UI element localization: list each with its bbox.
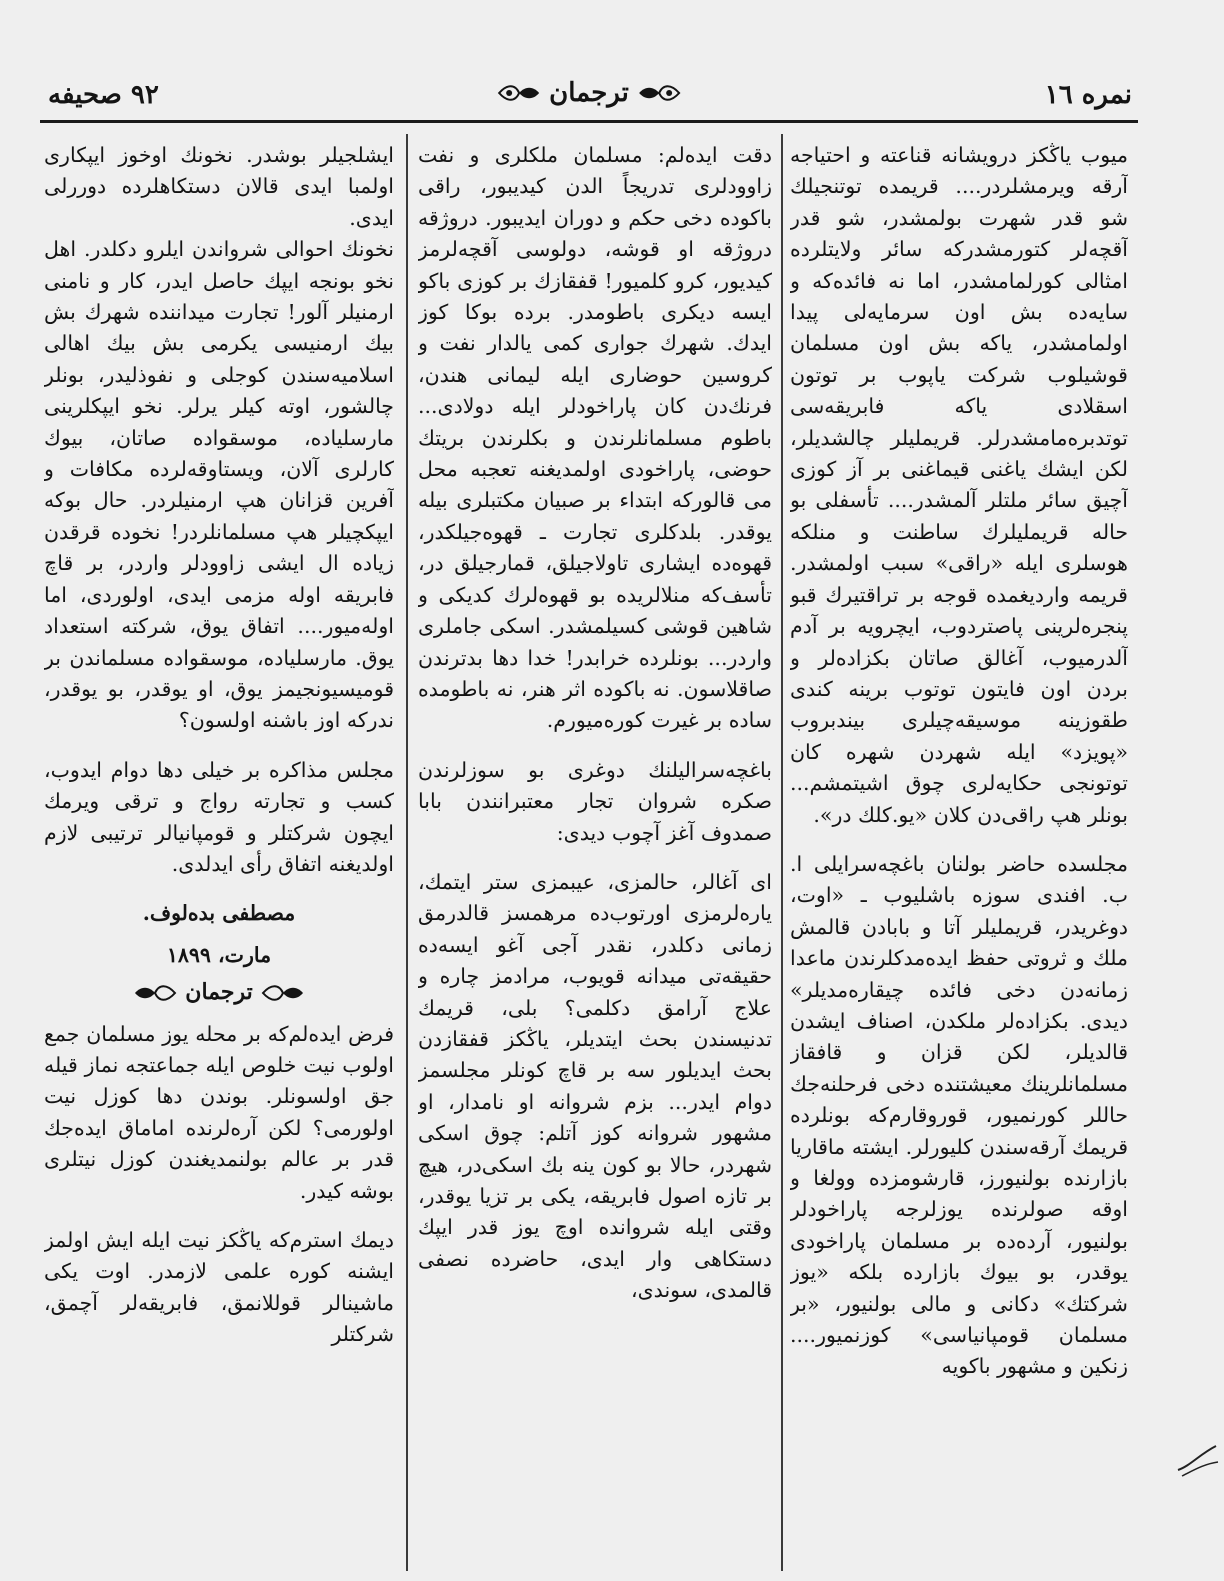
section-title: ترجمان (185, 979, 253, 1006)
masthead (497, 78, 681, 108)
author-signature: مصطفى بده‌لوف. (142, 901, 296, 926)
paragraph: مجلس مذاكره بر خيلى دها دوام ايدوب، كسب و تجارته رواج و ترقى ويرمك ايچون شركتلر و قومپانيالر ترتيبى لازم اولديغنه اتفاق رأى ايدلدى. (44, 757, 394, 876)
paragraph: دقت ايده‌لم: مسلمان ملكلرى و نفت زاوودلرى تدريجاً الدن كيديبور، راقى باكوده دخى حكم و دوران ايديبور. دروژقه دروژقه او قوشه، دولوسى آقچه‌لرمز كيديور، كرو كلميور! قفقازك بر كوزى باكو ايسه ديكرى باطومدر. برده بوكا كوز ايدك. شهرك جوارى كمى يالدار نفت و كروسين حوضارى ايله ليمانى هندن، فرنك‌دن كان پاراخودلر ايله دولادى... باطوم مسلمانلرندن و بكلرندن بريتك حوضى، پاراخودى اولمديغنه تعجبه محل مى قالوركه ابتداء بر صبيان مكتبلرى بيله يوقدر. بلدكلرى تجارت ـ قهوه‌جيلكدر، قهوه‌ده ايشارى تاولاجيلق، قمارجيلق در، تأسف‌كه منلالريده بو قهوه‌لرك كديكى و شاهين قوشى كسيلمشدر. اسكى جاملرى واردر... بونلرده خرابدر! خدا دها بدترندن صاقلاسون. نه باكوده اثر هنر، نه باطومده ساده بر غيرت كوره‌ميورم. (418, 143, 772, 733)
paragraph: فرض ايده‌لم‌كه بر محله يوز مسلمان جمع اولوب نيت خلوص ايله جماعتجه نماز قيله جق اولسونلر. بوندن دها كوزل نيت اولورمى؟ لكن آره‌لرنده اماماق ايده‌جك قدر بر عالم بولنمديغندن كوزل نيتلرى بوشه كيدر. (44, 1021, 394, 1203)
date-line: مارت، ١٨٩٩ (166, 942, 272, 967)
column-right (790, 140, 1128, 1563)
column-divider (781, 134, 783, 1571)
margin-mark-icon (1176, 1440, 1220, 1480)
ornament-icon (637, 82, 681, 104)
ornament-icon (497, 82, 541, 104)
column-left (44, 140, 394, 1563)
column-divider (406, 134, 408, 1571)
paragraph: ديمك استرم‌كه ياڭكز نيت ايله ايش اولمز ايشنه كوره علمى لازمدر. اوت يكى ماشينالر قوللانمق، فابريقه‌لر آچمق، شركتلر (44, 1228, 394, 1347)
paragraph: ايشلجيلر بوشدر. نخونك اوخوز ايپكارى اولمبا ايدى قالان دستكاهلرده دوررلى ايدى. (44, 143, 394, 230)
paragraph: اى آغالر، حالمزى، عيبمزى ستر ايتمك، ياره‌لرمزى اورتوب‌ده مرهمسز قالدرمق زمانى دكلدر، نقدر آجى آغو ايسه‌ده حقيقه‌تى ميدانه قويوب، مرادمز چاره و علاج آرامق دكلمى؟ بلى، قريمك تدنيسندن بحث ايتديلر، ياڭكز قفقازدن بحث ايديلور سه بر قاچ كونلر مجلسمز دوام ايدر... بزم شروانه او نامدار، او مشهور شروانه كوز آتلم: چوق اسكى شهردر، حالا بو كون ينه بك اسكى‌در، هيچ بر تازه اصول فابريقه، يكى بر تزيا يوقدر، وقتى ايله شروانده اوچ يوز قدر ايپك دستكاهى وار ايدى، حاضرده نصفى قالمدى، سوندى، (418, 869, 772, 1303)
ornament-icon (133, 982, 177, 1004)
paragraph: باغچه‌سراليلنك دوغرى بو سوزلرندن صكره شروان تجار معتبرانندن بابا صمدوف آغز آچوب ديدى: (418, 757, 772, 845)
paragraph: ميوب ياڭكز درويشانه قناعته و احتياجه آرقه ويرمشلردر.... قريمده توتنجيلك شو قدر شهرت بولمشدر، شو قدر آقچه‌لر كتورمشدركه سائر ولايتلرده امثالى كورلمامشدر، اما نه فائده‌كه و سايه‌ده بش اون سرمايه‌لى پيدا اولمامشدر، ياكه بش اون مسلمان قوشيلوب شركت ياپوب بر توتون اسقلادى ياكه فابريقه‌سى توتدبره‌مامشدرلر. قريمليلر چالشديلر، لكن ايشك ياغنى قيماغنى بر آز كوزى آچيق سائر ملتلر آلمشدر.... تأسفلى بو حاله قريمليلرك ساطنت و منلكه هوسلرى ايله «راقى» سبب اولمشدر. قريمه واردیغمده قوجه بر تراقتيرك قبو پنجره‌لرينى پاصتردوب، ايچرويه بر آدم آلدرميوب، آغالق صاتان بكزاده‌لر و بردن اون فايتون توتوب برينه كندى طقوزينه موسيقه‌چيلرى بيندبروب «پويزد» ايله شهردن شهره كان توتونجى حكايه‌لرى چوق اشيتمشم... بونلر هپ راقى‌دن كلان «يو.كلك در». (790, 143, 1128, 827)
header-rule (40, 120, 1138, 123)
paragraph: مجلسده حاضر بولنان باغچه‌سرايلى ا. ب. افندى سوزه باشليوب ـ «اوت، دوغريدر، قريمليلر آتا و بابادن قالمش ملك و ثروتى حفظ ايده‌مدكلرندن ماعدا زمانه‌دن دخى فائده چيقاره‌مديلر» ديدى. بكزاده‌لر ملكدن، اصناف ايشدن قالديلر، لكن قزان و قافقاز مسلمانلرينك معيشتنده دخى فرحلنه‌جك حاللر كورنميور، قوروقارم‌كه بونلرده قريمك آرقه‌سندن كليورلر. ايشته ماقاريا بازارنده بولنيورز، قارشومزده وولغا و اوقه صولرنده يوزلرجه پاراخودلر بولنيور، آرده‌ده بر مسلمان پاراخودى يوقدر، بو بيوك بازارده بلكه «يوز شركتك» دكانى و مالى بولنيور، «بر مسلمان قومپانياسى» كوزنميور.... زنكين و مشهور باكويه (790, 851, 1128, 1379)
masthead-title: ترجمان (549, 78, 629, 108)
ornament-icon (261, 982, 305, 1004)
column-middle (418, 140, 772, 1563)
page-number-label: ۹۲ صحيفه (48, 80, 159, 110)
page-header (40, 78, 1138, 118)
section-heading (44, 977, 394, 1008)
paragraph: نخونك احوالى شرواندن ايلرو دكلدر. اهل نخو بونجه ايپك حاصل ايدر، كار و نامنى ارمنيلر آلور! تجارت ميداننده شهرك بش بيك ارمنيسى يكرمى بش بيك اهالى اسلاميه‌سندن كوجلى و نفوذليدر، بونلر چالشور، اوته كيلر يرلر. نخو ايپكلرينى مارسلياده، موسقواده صاتان، بيوك كارلرى آلان، ويستاوقه‌لرده مكافات و آفرين قزانان هپ ارمنيلردر. حال بوكه ايپكچيلر هپ مسلمانلردر! نخوده قرقدن زياده ال ايشى زاوودلر واردر، بر قاچ فابريقه اوله مزمى ايدى، اولوردى، اما اوله‌ميور.... اتفاق يوق، شركته استعداد يوق. مارسلياده، موسقواده مسلماندن بر قوميسيونجيمز يوق، او يوقدر، بو يوقدر، ندركه اوز باشنه اولسون؟ (44, 237, 394, 733)
issue-number-label: نمره ١٦ (1044, 80, 1132, 110)
